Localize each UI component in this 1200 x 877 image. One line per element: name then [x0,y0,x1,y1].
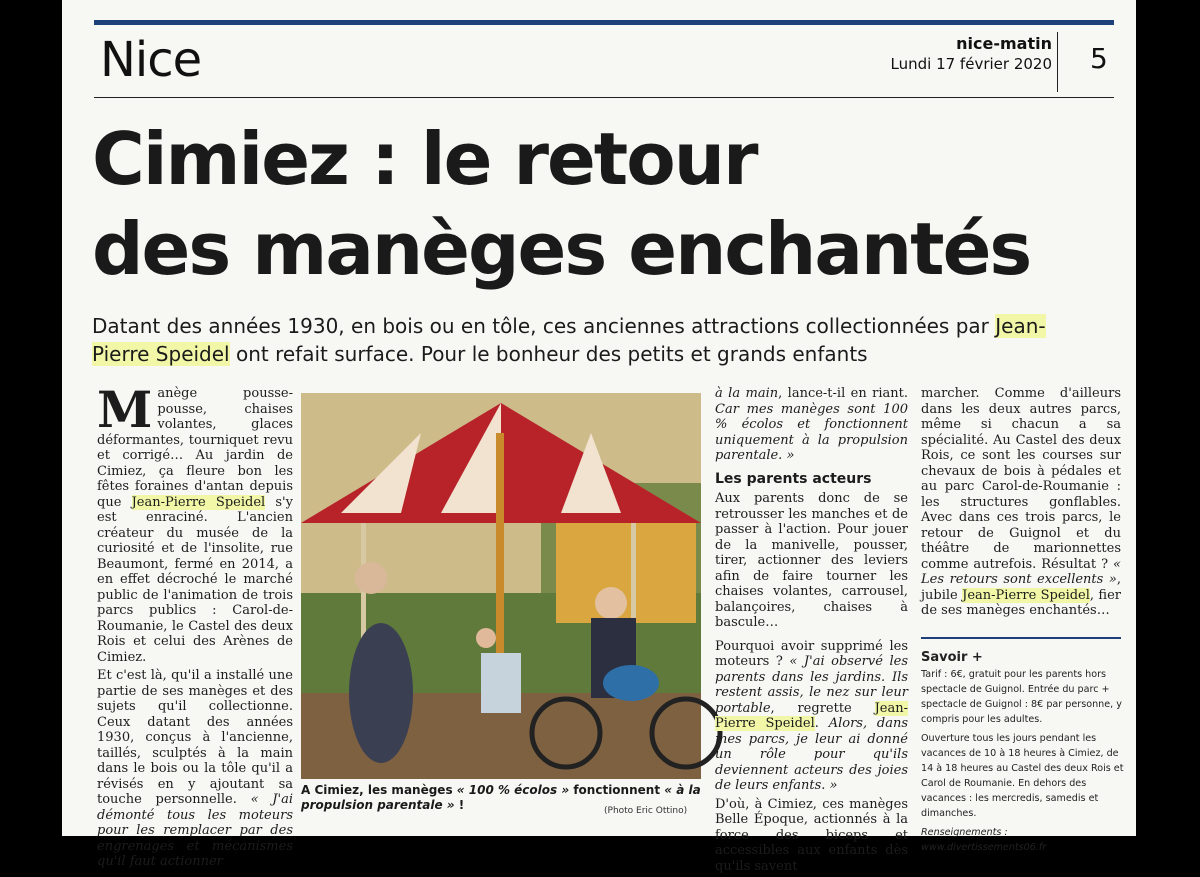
text: Pourquoi avoir supprimé les moteurs ? [715,638,908,669]
standfirst [92,312,1092,368]
page-number: 5 [1090,42,1108,75]
info-renseignements: Renseignements : www.divertissements06.fr [921,827,1047,853]
article-column-1 [97,380,293,873]
masthead-divider [1057,32,1058,92]
text: anège pousse-pousse, chaises volantes, glaces déformantes, tourniquet revu et corrigé… Au jardin de Cimiez, ça fleure bon les fêtes foraines d'antan depuis que [97,386,293,510]
paragraph [97,668,293,870]
photo-credit: (Photo Eric Ottino) [604,806,688,816]
quote: à la main [715,386,779,401]
info-tarif: Tarif : 6€, gratuit pour les parents hors spectacle de Guignol. Entrée du parc + spectacle de Guignol : 8€ par personne, y compris pour les adultes. [921,669,1122,725]
caption-text: ! [454,798,465,812]
issue-date: Lundi 17 février 2020 [890,55,1052,73]
header-rule [94,97,1114,98]
standfirst-text-a: Datant des années 1930, en bois ou en tôle, ces anciennes attractions collectionnées par [92,314,996,338]
text: marcher. Comme d'ailleurs dans les deux autres parcs, même si chacun a sa spécialité. Au Castel des deux Rois, ce sont les courses sur chevaux de bois à pédales et au parc Carol-de-Roumanie : les structures gonflables. Avec dans ces trois parcs, le retour de Guignol et du théâtre de marionnettes comme autrefois. Résultat ? [921,386,1121,572]
article-photo [301,393,701,779]
caption-text: A Cimiez, les manèges [301,783,457,797]
paragraph [715,386,908,464]
quote: Car mes manèges sont 100 % écolos et fonctionnent uniquement à la propulsion parentale. » [715,401,908,463]
standfirst-text-b: ont refait surface. Pour le bonheur des petits et grands enfants [229,342,868,366]
quote: « J'ai observé les parents dans les jardins. Ils restent assis, le nez sur leur portable [715,654,908,716]
headline-line-1: Cimiez : le retour [92,117,757,201]
newspaper-page [62,0,1136,874]
info-ouverture: Ouverture tous les jours pendant les vacances de 10 à 18 heures à Cimiez, de 14 à 18 heures au Castel des deux Rois et Carol de Roumanie. En dehors des vacances : les mercredis, samedis et dimanches. [921,733,1124,819]
top-color-bar [94,20,1114,25]
drop-cap: M [97,380,153,439]
info-box-rule [921,637,1121,639]
info-box [921,650,1126,859]
text: s'y est enraciné. L'ancien créateur du musée de la curiosité et de l'insolite, rue Beaumont, fermé en 2014, a en effet décroché le marché public de l'animation de trois parcs publics : Carol-de-Roumanie, le Castel des deux Rois et celui des Arènes de Cimiez. [97,494,293,665]
paragraph [715,639,908,794]
caption-quote: « 100 % écolos » [456,783,570,797]
caption-text: fonctionnent [569,783,665,797]
person-name: Jean-Pierre Speidel [131,494,266,510]
paragraph [97,380,293,665]
carousel-photo-illustration [301,393,701,779]
caption-quote: « à la propulsion parentale » [301,783,701,812]
standfirst-name: Jean-Pierre Speidel [92,314,1046,366]
article-column-3 [715,386,908,877]
text: Et c'est là, qu'il a installé une partie de ses manèges et des sujets qu'il collectionne. Ceux datant des années 1930, conçus à l'ancienne, taillés, sculptés à la main dans le bois ou la tôle qu'il a révisés en y ajoutant sa touche personnelle. [97,668,293,807]
paper-name: nice-matin [956,34,1052,53]
text: , lance-t-il en riant. [778,386,908,401]
text: , jubile [921,572,1121,603]
paragraph [921,386,1121,619]
headline-line-2: des manèges enchantés [92,207,1031,291]
section-title: Nice [100,32,202,88]
paragraph: D'où, à Cimiez, ces manèges Belle Époque, actionnés à la force des biceps et accessibles aux enfants dès qu'ils savent [715,796,908,874]
quote: Alors, dans mes parcs, je leur ai donné un rôle pour qu'ils deviennent acteurs des joies de leurs enfants. » [715,716,909,793]
person-name: Jean-Pierre Speidel [962,587,1090,603]
quote: « J'ai démonté tous les moteurs pour les remplacer par des engrenages et mécanismes qu'il faut actionner [97,792,293,869]
article-column-4 [921,386,1121,622]
text: . [814,716,829,731]
masthead [891,34,1052,73]
text: , regrette [770,700,875,716]
person-name: Jean-Pierre Speidel [715,700,908,731]
quote: « Les retours sont excellents » [921,556,1121,587]
info-box-title: Savoir + [921,650,983,665]
text: , fier de ses manèges enchantés… [921,587,1121,618]
paragraph: Aux parents donc de se retrousser les manches et de passer à l'action. Pour jouer de la manivelle, pousser, tirer, actionner des leviers afin de faire tourner les chaises volantes, carrousel, balançoires, chaises à bascule… [715,491,908,630]
subheading: Les parents acteurs [715,470,872,487]
headline [92,114,1102,294]
